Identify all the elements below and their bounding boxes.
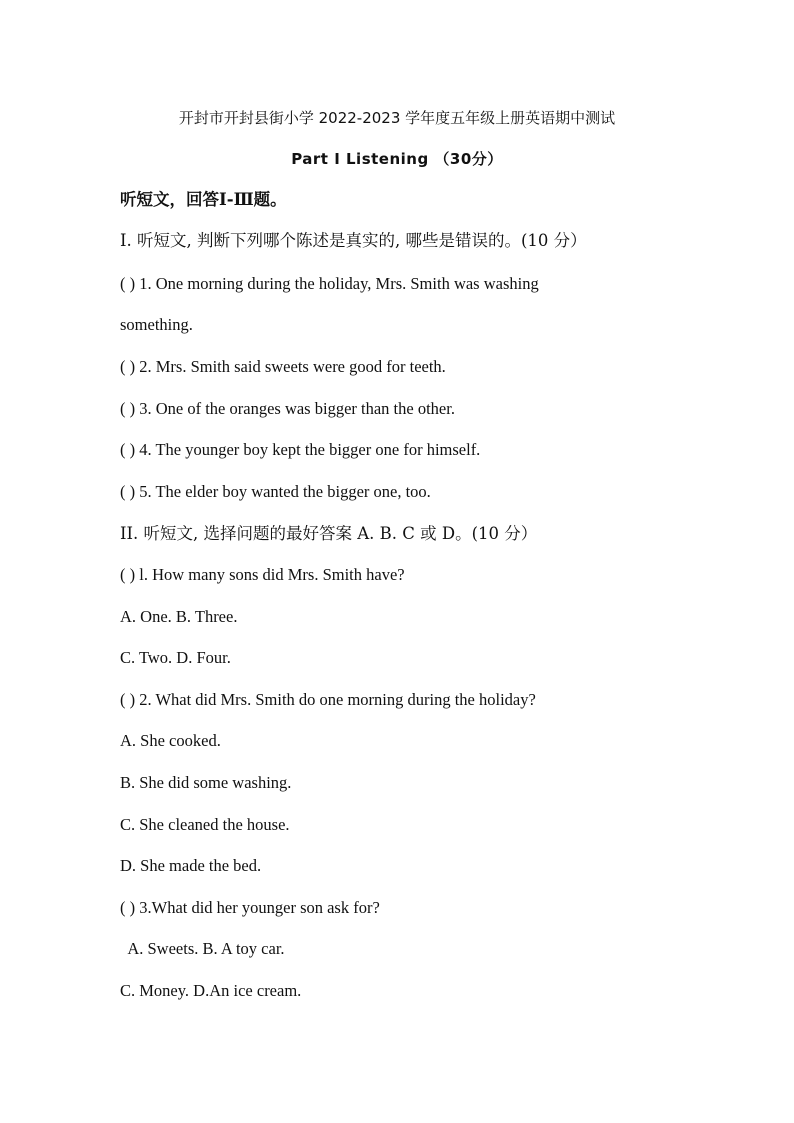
section-2-q3-options-ab: A. Sweets. B. A toy car.: [120, 939, 285, 958]
listening-instruction: 听短文，回答Ⅰ-Ⅲ题。: [120, 190, 287, 209]
section-1-item-1-continued: something.: [120, 315, 193, 334]
section-2-question-2: ( ) 2. What did Mrs. Smith do one morning during the holiday?: [120, 690, 536, 709]
part-heading: Part Ⅰ Listening （30分）: [291, 150, 503, 168]
section-2-q2-option-d: D. She made the bed.: [120, 856, 262, 875]
section-2-q2-option-c: C. She cleaned the house.: [120, 815, 290, 834]
section-2-q3-options-cd: C. Money. D.An ice cream.: [120, 981, 302, 1000]
section-1-item-5: ( ) 5. The elder boy wanted the bigger one, too.: [120, 482, 431, 501]
section-2-q1-options-cd: C. Two. D. Four.: [120, 648, 231, 667]
section-2-q1-options-ab: A. One. B. Three.: [120, 607, 238, 626]
section-2-q2-option-a: A. She cooked.: [120, 731, 221, 750]
section-2-question-1: ( ) l. How many sons did Mrs. Smith have?: [120, 565, 405, 584]
section-1-item-4: ( ) 4. The younger boy kept the bigger one for himself.: [120, 440, 481, 459]
document-title: 开封市开封县街小学 2022-2023 学年度五年级上册英语期中测试: [178, 109, 616, 127]
section-2-heading: II. 听短文, 选择问题的最好答案 A. B. C 或 D。(10 分）: [120, 524, 538, 543]
section-1-heading: I. 听短文, 判断下列哪个陈述是真实的, 哪些是错误的。(10 分）: [120, 231, 587, 250]
section-2-q2-option-b: B. She did some washing.: [120, 773, 292, 792]
section-1-item-3: ( ) 3. One of the oranges was bigger than the other.: [120, 399, 455, 418]
section-2-question-3: ( ) 3.What did her younger son ask for?: [120, 898, 380, 917]
section-1-item-2: ( ) 2. Mrs. Smith said sweets were good for teeth.: [120, 357, 446, 376]
section-1-item-1: ( ) 1. One morning during the holiday, Mrs. Smith was washing: [120, 274, 539, 293]
